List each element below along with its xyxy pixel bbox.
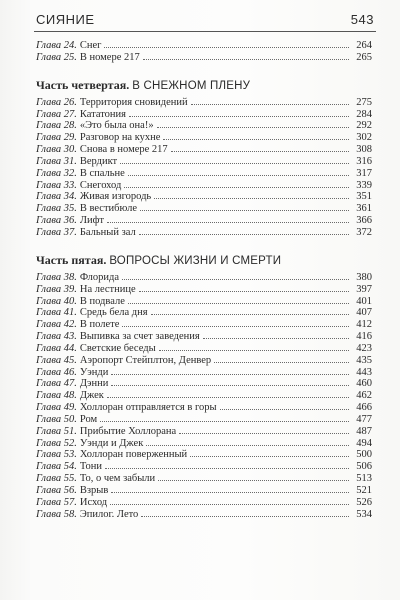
chapter-title: «Это была она!»	[79, 120, 154, 132]
chapter-page: 275	[356, 96, 372, 108]
chapter-title: В подвале	[79, 295, 125, 307]
chapter-page: 317	[356, 167, 372, 179]
chapter-number: Глава 26.	[36, 96, 77, 108]
toc-entry	[36, 180, 372, 192]
dot-leader	[100, 421, 349, 422]
toc-entry	[36, 272, 372, 284]
chapter-number: Глава 48.	[36, 390, 77, 402]
page-number: 543	[350, 12, 374, 27]
chapter-page: 412	[356, 319, 372, 331]
dot-leader	[107, 397, 349, 398]
chapter-page: 351	[356, 191, 372, 203]
toc-section	[36, 253, 372, 521]
chapter-page: 487	[356, 425, 372, 437]
chapter-number: Глава 29.	[36, 132, 77, 144]
dot-leader	[141, 516, 349, 517]
chapter-title: Снег	[79, 40, 102, 51]
toc-entry	[36, 307, 372, 319]
toc-entry	[36, 319, 372, 331]
chapter-title: Уэнди и Джек	[79, 437, 144, 449]
toc-entry	[36, 485, 372, 497]
chapter-page: 521	[356, 485, 372, 496]
dot-leader	[140, 210, 349, 211]
chapter-page: 407	[356, 307, 372, 319]
chapter-title: Флорида	[79, 271, 119, 283]
chapter-title: Дэнни	[79, 378, 109, 390]
toc-entry	[36, 109, 372, 121]
chapter-title: В полете	[79, 319, 120, 331]
toc-entry	[36, 52, 372, 64]
toc-entry	[36, 40, 372, 52]
chapter-number: Глава 57.	[36, 496, 77, 508]
part-heading	[36, 253, 372, 268]
toc-entry	[36, 497, 372, 509]
chapter-title: Холлоран поверженный	[79, 449, 188, 461]
dot-leader	[154, 198, 349, 199]
toc-entry	[36, 426, 372, 438]
chapter-number: Глава 32.	[36, 167, 77, 179]
chapter-page: 494	[356, 437, 372, 449]
chapter-page: 466	[356, 402, 372, 414]
toc-entry	[36, 132, 372, 144]
running-head	[36, 12, 374, 30]
chapter-page: 443	[356, 366, 372, 378]
toc-entry	[36, 473, 372, 485]
chapter-number: Глава 37.	[36, 226, 77, 238]
chapter-number: Глава 30.	[36, 144, 77, 156]
dot-leader	[159, 350, 349, 351]
chapter-number: Глава 46.	[36, 366, 77, 378]
chapter-number: Глава 50.	[36, 413, 77, 425]
header-rule	[34, 31, 376, 32]
toc-entry	[36, 355, 372, 367]
dot-leader	[139, 291, 349, 292]
toc-entry	[36, 449, 372, 461]
dot-leader	[111, 492, 349, 493]
chapter-title: Кататония	[79, 108, 126, 120]
chapter-page: 416	[356, 331, 372, 343]
table-of-contents	[36, 40, 372, 521]
dot-leader	[146, 445, 349, 446]
toc-entry	[36, 120, 372, 132]
chapter-page: 506	[356, 461, 372, 473]
part-title: ВОПРОСЫ ЖИЗНИ И СМЕРТИ	[109, 254, 282, 267]
chapter-number: Глава 36.	[36, 215, 77, 227]
chapter-title: В вестибюле	[79, 203, 137, 215]
chapter-title: В спальне	[79, 167, 125, 179]
part-title: В СНЕЖНОМ ПЛЕНУ	[132, 79, 251, 92]
chapter-number: Глава 35.	[36, 203, 77, 215]
chapter-title: Взрыв	[79, 485, 109, 496]
chapter-number: Глава 54.	[36, 461, 77, 473]
chapter-number: Глава 52.	[36, 437, 77, 449]
toc-entry	[36, 438, 372, 450]
chapter-page: 526	[356, 496, 372, 508]
dot-leader	[128, 303, 349, 304]
dot-leader	[111, 385, 349, 386]
chapter-number: Глава 27.	[36, 108, 77, 120]
book-title: СИЯНИЕ	[36, 12, 95, 27]
chapter-number: Глава 51.	[36, 425, 77, 437]
toc-entry	[36, 284, 372, 296]
toc-entry	[36, 390, 372, 402]
dot-leader	[122, 279, 349, 280]
chapter-title: На лестнице	[79, 283, 136, 295]
dot-leader	[128, 175, 349, 176]
chapter-title: Разговор на кухне	[79, 132, 161, 144]
dot-leader	[171, 151, 349, 152]
chapter-title: Джек	[79, 390, 104, 402]
chapter-page: 366	[356, 215, 372, 227]
toc-entry	[36, 215, 372, 227]
toc-entry	[36, 414, 372, 426]
dot-leader	[179, 433, 349, 434]
chapter-page: 513	[356, 473, 372, 485]
chapter-title: Снегоход	[79, 179, 122, 191]
chapter-page: 500	[356, 449, 372, 461]
dot-leader	[122, 326, 349, 327]
chapter-title: Выпивка за счет заведения	[79, 331, 200, 343]
toc-entry	[36, 343, 372, 355]
chapter-title: Снова в номере 217	[79, 144, 168, 156]
toc-entry	[36, 367, 372, 379]
toc-section	[36, 40, 372, 64]
chapter-number: Глава 33.	[36, 179, 77, 191]
toc-entry	[36, 461, 372, 473]
chapter-page: 265	[356, 51, 372, 63]
chapter-title: Тони	[79, 461, 102, 473]
dot-leader	[120, 163, 349, 164]
chapter-page: 534	[356, 508, 372, 520]
chapter-number: Глава 42.	[36, 319, 77, 331]
chapter-title: Вердикт	[79, 155, 118, 167]
chapter-page: 284	[356, 108, 372, 120]
toc-entry	[36, 168, 372, 180]
chapter-title: Исход	[79, 496, 108, 508]
dot-leader	[191, 104, 349, 105]
dot-leader	[220, 409, 349, 410]
chapter-title: Аэропорт Стейплтон, Денвер	[79, 354, 212, 366]
chapter-page: 302	[356, 132, 372, 144]
chapter-title: В номере 217	[79, 51, 140, 63]
chapter-number: Глава 28.	[36, 120, 77, 132]
chapter-page: 477	[356, 413, 372, 425]
dot-leader	[163, 139, 349, 140]
chapter-title: Прибытие Холлорана	[79, 425, 177, 437]
toc-section	[36, 78, 372, 239]
chapter-page: 462	[356, 390, 372, 402]
toc-entry	[36, 378, 372, 390]
chapter-page: 423	[356, 342, 372, 354]
dot-leader	[105, 468, 349, 469]
chapter-number: Глава 39.	[36, 283, 77, 295]
toc-entry	[36, 402, 372, 414]
chapter-title: Уэнди	[79, 366, 109, 378]
chapter-number: Глава 31.	[36, 155, 77, 167]
part-label: Часть четвертая.	[36, 77, 130, 92]
chapter-number: Глава 34.	[36, 191, 77, 203]
toc-entry	[36, 191, 372, 203]
chapter-page: 372	[356, 226, 372, 238]
chapter-number: Глава 58.	[36, 508, 77, 520]
chapter-title: Территория сновидений	[79, 96, 188, 108]
toc-entry	[36, 227, 372, 239]
dot-leader	[158, 480, 349, 481]
chapter-page: 264	[356, 40, 372, 51]
chapter-number: Глава 40.	[36, 295, 77, 307]
chapter-number: Глава 49.	[36, 402, 77, 414]
chapter-number: Глава 45.	[36, 354, 77, 366]
dot-leader	[111, 374, 349, 375]
chapter-page: 380	[356, 271, 372, 283]
toc-entry	[36, 296, 372, 308]
chapter-title: Эпилог. Лето	[79, 508, 139, 520]
chapter-title: Средь бела дня	[79, 307, 148, 319]
chapter-title: Ром	[79, 413, 98, 425]
chapter-number: Глава 24.	[36, 40, 77, 51]
chapter-number: Глава 53.	[36, 449, 77, 461]
dot-leader	[139, 234, 349, 235]
chapter-page: 460	[356, 378, 372, 390]
dot-leader	[143, 59, 349, 60]
chapter-page: 308	[356, 144, 372, 156]
chapter-page: 292	[356, 120, 372, 132]
dot-leader	[124, 187, 349, 188]
chapter-title: Холлоран отправляется в горы	[79, 402, 217, 414]
chapter-page: 435	[356, 354, 372, 366]
toc-entry	[36, 509, 372, 521]
chapter-number: Глава 41.	[36, 307, 77, 319]
toc-entry	[36, 97, 372, 109]
dot-leader	[110, 504, 349, 505]
chapter-title: Лифт	[79, 215, 104, 227]
dot-leader	[107, 222, 349, 223]
chapter-number: Глава 38.	[36, 271, 77, 283]
dot-leader	[129, 116, 349, 117]
dot-leader	[214, 362, 349, 363]
dot-leader	[151, 314, 349, 315]
chapter-title: То, о чем забыли	[79, 473, 156, 485]
chapter-page: 339	[356, 179, 372, 191]
chapter-title: Светские беседы	[79, 342, 156, 354]
toc-entry	[36, 156, 372, 168]
chapter-number: Глава 55.	[36, 473, 77, 485]
chapter-number: Глава 56.	[36, 485, 77, 496]
chapter-number: Глава 43.	[36, 331, 77, 343]
chapter-title: Бальный зал	[79, 226, 136, 238]
toc-entry	[36, 203, 372, 215]
dot-leader	[203, 338, 349, 339]
chapter-page: 397	[356, 283, 372, 295]
chapter-title: Живая изгородь	[79, 191, 152, 203]
part-label: Часть пятая.	[36, 252, 107, 267]
toc-entry	[36, 144, 372, 156]
toc-entry	[36, 331, 372, 343]
chapter-number: Глава 25.	[36, 51, 77, 63]
dot-leader	[190, 456, 349, 457]
chapter-page: 401	[356, 295, 372, 307]
chapter-page: 361	[356, 203, 372, 215]
chapter-number: Глава 44.	[36, 342, 77, 354]
chapter-number: Глава 47.	[36, 378, 77, 390]
dot-leader	[157, 127, 349, 128]
dot-leader	[104, 47, 349, 48]
part-heading	[36, 78, 372, 93]
chapter-page: 316	[356, 155, 372, 167]
